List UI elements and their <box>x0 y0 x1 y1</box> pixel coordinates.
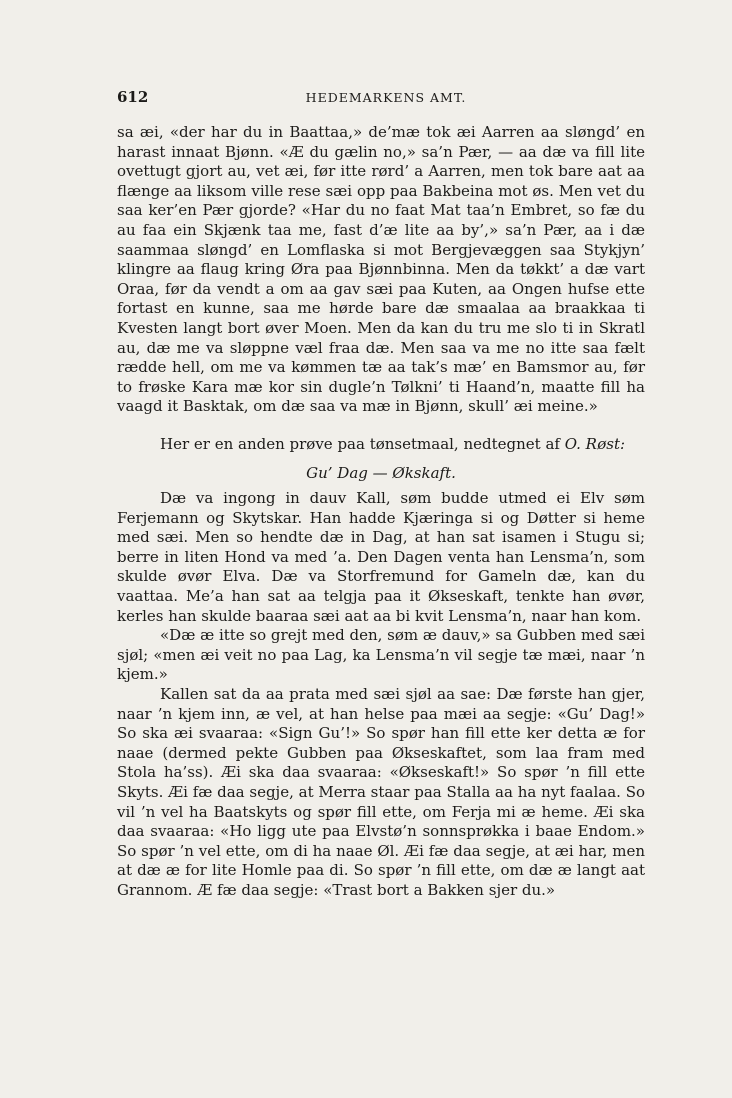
author-name: O. Røst: <box>564 434 626 453</box>
running-head: HEDEMARKENS AMT. <box>305 90 467 105</box>
intro-text: Her er en anden prøve paa tønsetmaal, nedtegnet af <box>160 434 565 453</box>
paragraph: Kallen sat da aa prata med sæi sjøl aa sae: Dæ første han gjer, naar ’n kjem inn, æ vel, at han helse paa mæi aa segje: «Gu’ Dag!» So ska æi svaaraa: «Sign Gu’!» So spør han fill ette ker detta æ for naae (dermed pekte Gubben paa Økseskaftet, som laa fram med Stola ha’ss). Æi ska daa svaaraa: «Økseskaft!» So spør ’n fill ette Skyts. Æi fæ daa segje, at Merra staar paa Stalla aa ha nyt faalaa. So vil ’n vel ha Baatskyts og spør fill ette, om Ferja mi æ heme. Æi ska daa svaaraa: «Ho ligg ute paa Elvstø’n sonnsprøkka i baae Endom.» So spør ’n vel ette, om di ha naae Øl. Æi fæ daa segje, at æi har, men at dæ æ for lite Homle paa di. So spør ’n fill ette, om dæ æ langt aat Grannom. Æ fæ daa segje: «Trast bort a Bakken sjer du.» <box>117 685 645 899</box>
page-header <box>117 88 655 108</box>
text-column <box>117 123 645 901</box>
story-title: Gu’ Dag — Økskaft. <box>306 463 456 482</box>
paragraph: Dæ va ingong in dauv Kall, søm budde utmed ei Elv søm Ferjemann og Skytskar. Han hadde Kjæringa si og Døtter si heme med sæi. Men so hendte dæ in Dag, at han sat isamen i Stugu si; berre in liten Hond va med ’a. Den Dagen venta han Lensma’n, som skulde øvør Elva. Dæ va Storfremund for Gameln dæ, kan du vaattaa. Me’a han sat aa telgja paa it Økseskaft, tenkte han øvør, kerles han skulde baaraa sæi aat aa bi kvit Lensma’n, naar han kom. <box>117 489 645 625</box>
page-number: 612 <box>117 88 149 106</box>
paragraph: «Dæ æ itte so grejt med den, søm æ dauv,» sa Gubben med sæi sjøl; «men æi veit no paa Lag, ka Lensma’n vil segje tæ mæi, naar ’n kjem.» <box>117 626 646 684</box>
paragraph-continued: sa æi, «der har du in Baattaa,» de’mæ tok æi Aarren aa sløngd’ en harast innaat Bjønn. «Æ du gælin no,» sa’n Pær, — aa dæ va fill lite ovettugt gjort au, vet æi, før itte rørd’ a Aarren, men tok bare aat aa flænge aa liksom ville rese sæi opp paa Bakbeina mot øs. Men vet du saa ker’en Pær gjorde? «Har du no faat Mat taa’n Embret, so fæ du au faa ein Skjænk taa me, fast d’æ lite aa by’,» sa’n Pær, aa i dæ saammaa sløngd’ en Lomflaska si mot Bergjevæggen saa Stykjyn’ klingre aa flaug kring Øra paa Bjønnbinna. Men da tøkkt’ a dæ vart Oraa, før da vendt a om aa gav sæi paa Kuten, aa Ongen hufse ette fortast en kunne, saa me hørde bare dæ smaalaa aa braakkaa ti Kvesten langt bort øver Moen. Men da kan du tru me slo ti in Skratl au, dæ me va sløppne væl fraa dæ. Men saa va me no itte saa fælt rædde hell, om me va kømmen tæ aa tak’s mæ’ en Bamsmor au, før to frøske Kara mæ kor sin dugle’n Tølkni’ ti Haand’n, maatte fill ha vaagd it Basktak, om dæ saa va mæ in Bjønn, skull’ æi meine.» <box>117 123 645 416</box>
intro-line <box>117 435 645 455</box>
